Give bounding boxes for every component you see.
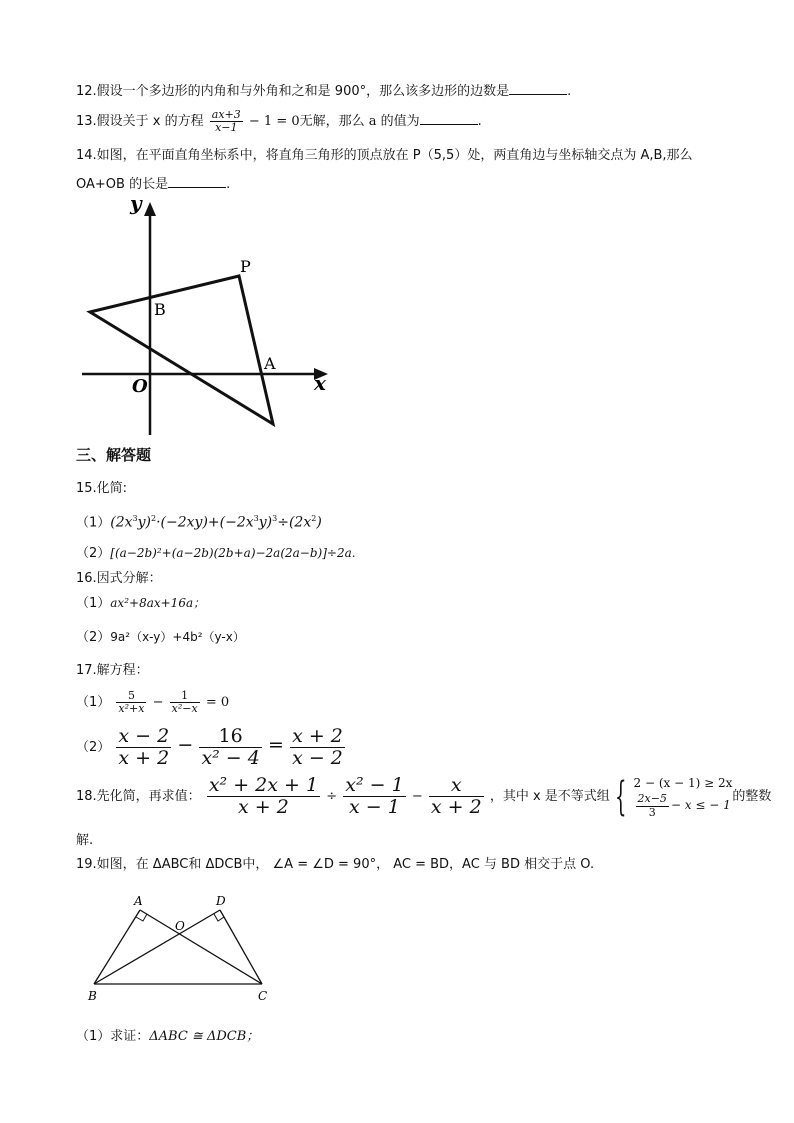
- q17-p2-frac1: [116, 726, 171, 769]
- q18-end: 的整数: [732, 789, 772, 804]
- label-b: B: [88, 989, 97, 1003]
- q17-p2-frac3: [290, 726, 345, 769]
- q13-mid: − 1 = 0无解，那么 a 的值为: [248, 114, 420, 129]
- q15-p1-sup3: 3: [253, 514, 259, 523]
- q15-p1-f: ): [316, 514, 322, 531]
- inequality-2-frac: [636, 793, 669, 818]
- q17-p2-op2: =: [268, 734, 284, 756]
- q17-p2-f2-den: x² − 4: [201, 747, 260, 769]
- q19-p1-expr: ΔABC ≅ ΔDCB；: [149, 1029, 260, 1044]
- point-a-label: A: [264, 354, 276, 373]
- point-p-label: P: [240, 257, 251, 276]
- q15-p2-expr: [(a−2b)²+(a−2b)(2b+a)−2a(2a−b)]÷2a.: [110, 546, 356, 560]
- right-triangle: [90, 276, 273, 424]
- q15-title: 15.化简:: [76, 481, 128, 496]
- q15-p1-sup2: 2: [151, 514, 157, 523]
- q12-text: 12.假设一个多边形的内角和与外角和之和是 900°，那么该多边形的边数是: [76, 84, 510, 99]
- q17-p1-f2-den: x²−x: [171, 702, 198, 715]
- q17-p2-f1-den: x + 2: [118, 747, 170, 769]
- q17-part2: [76, 722, 347, 771]
- segment-dc: [220, 910, 262, 984]
- q17-p1-label: （1）: [76, 695, 111, 710]
- q15-p1-label: （1）: [76, 515, 111, 531]
- triangles-figure: [82, 890, 282, 1008]
- x-label: x: [314, 371, 326, 395]
- q17-p2-label: （2）: [76, 740, 111, 755]
- q18-frac3: [429, 775, 484, 818]
- label-d: D: [216, 894, 226, 908]
- q18-f1-den: x + 2: [238, 796, 289, 818]
- answer-blank[interactable]: [420, 110, 478, 125]
- ineq2-rest: − x ≤ − 1: [670, 798, 731, 813]
- q15-p2-label: （2）: [76, 546, 111, 561]
- q18-mid: ，其中 x 是不等式组: [489, 789, 610, 804]
- q17-p1-f1-den: x²+x: [118, 702, 145, 715]
- inequality-2: [634, 793, 733, 818]
- q19-p1-label: （1）求证：: [76, 1029, 150, 1044]
- q17-p2-f3-den: x − 2: [292, 747, 343, 769]
- question-12: [76, 80, 571, 101]
- section-heading: 三、解答题: [76, 446, 152, 464]
- q15-part1: [76, 508, 322, 535]
- q17-p2-f2-num: 16: [199, 726, 261, 748]
- origin-label: O: [132, 376, 148, 397]
- q17-part1: [76, 686, 229, 720]
- q18-f3-den: x + 2: [430, 796, 482, 818]
- question-14-line1: 14.如图，在平面直角坐标系中，将直角三角形的顶点放在 P（5,5）处，两直角边与坐标轴交点为 A,B,那么: [76, 148, 693, 163]
- q16-p1-label: （1）: [76, 596, 111, 611]
- q17-title: 17.解方程：: [76, 663, 149, 678]
- ineq2-den: 3: [648, 805, 656, 819]
- q15-p1-c: ·(−2xy)+(−2x: [156, 514, 254, 531]
- q13-prefix: 13.假设关于 x 的方程: [76, 114, 204, 129]
- segment-ba: [94, 910, 140, 984]
- q18-f1-num: x² + 2x + 1: [208, 774, 319, 797]
- q17-p2-f1-num: x − 2: [118, 725, 170, 748]
- q16-part2: [76, 628, 245, 647]
- q13-frac-num: ax+3: [211, 107, 241, 121]
- q17-p1-end: = 0: [205, 695, 230, 710]
- q18-f3-num: x: [429, 775, 484, 797]
- q19-part1: [76, 1028, 259, 1046]
- label-a: A: [134, 894, 143, 908]
- coordinate-figure: [76, 190, 346, 440]
- right-angle-a: [136, 914, 147, 921]
- q17-p1-f2-num: 1: [170, 690, 200, 703]
- y-axis-arrow: [144, 202, 156, 216]
- q18-line1: [76, 770, 771, 824]
- q18-frac2: [343, 775, 405, 818]
- q15-p1-sup1: 3: [132, 514, 138, 523]
- q13-frac-den: x−1: [215, 121, 238, 134]
- q13-end: .: [477, 114, 482, 129]
- q13-fraction: [210, 109, 243, 134]
- q15-p1-d: y): [258, 514, 273, 531]
- q15-p1-sup5: 2: [311, 514, 317, 523]
- answer-blank[interactable]: [509, 80, 567, 95]
- inequality-1: 2 − (x − 1) ≥ 2x: [633, 776, 733, 791]
- q15-p1-a: (2x: [110, 514, 133, 531]
- q12-end: .: [567, 84, 572, 99]
- q18-line2: 解.: [76, 833, 94, 848]
- answer-blank[interactable]: [168, 173, 226, 188]
- q16-part1: [76, 594, 205, 613]
- point-b-label: B: [154, 300, 166, 319]
- q16-p2-expr: 9a²（x-y）+4b²（y-x）: [110, 630, 245, 644]
- q18-f2-num: x² − 1: [345, 774, 404, 797]
- q18-prefix: 18.先化简，再求值：: [76, 789, 201, 804]
- q19-text: 19.如图，在 ΔABC和 ΔDCB中， ∠A = ∠D = 90°， AC = BD，AC 与 BD 相交于点 O.: [76, 857, 595, 872]
- q16-p1-expr: ax²+8ax+16a；: [110, 596, 206, 610]
- q17-p2-op1: −: [177, 734, 194, 756]
- q17-p1-f1-num: 5: [116, 690, 146, 703]
- q17-p1-frac1: [116, 690, 146, 715]
- q17-p1-frac2: [170, 690, 200, 715]
- label-c: C: [258, 989, 268, 1003]
- q15-p1-sup4: 3: [272, 514, 278, 523]
- q15-part2: [76, 544, 356, 563]
- q17-p1-op: −: [152, 695, 164, 710]
- system-brace: {: [614, 773, 627, 820]
- q16-p2-label: （2）: [76, 630, 111, 645]
- q17-p2-frac2: [199, 726, 261, 769]
- q18-frac1: [207, 775, 320, 818]
- q15-p1-b: y): [137, 514, 152, 531]
- ineq2-num: 2x−5: [637, 792, 667, 806]
- q14-line2-prefix: OA+OB 的长是: [76, 177, 169, 192]
- q18-f2-den: x − 1: [349, 796, 400, 818]
- q18-op2: −: [411, 789, 423, 804]
- q16-title: 16.因式分解：: [76, 571, 162, 586]
- q15-p1-e: ÷(2x: [277, 514, 312, 531]
- y-label: y: [130, 191, 142, 215]
- question-13: [76, 106, 482, 138]
- q18-op1: ÷: [326, 789, 338, 804]
- inequality-system: [634, 774, 733, 818]
- q14-line2-end: .: [226, 177, 231, 192]
- q17-p2-f3-num: x + 2: [292, 725, 343, 748]
- label-o: O: [175, 919, 185, 933]
